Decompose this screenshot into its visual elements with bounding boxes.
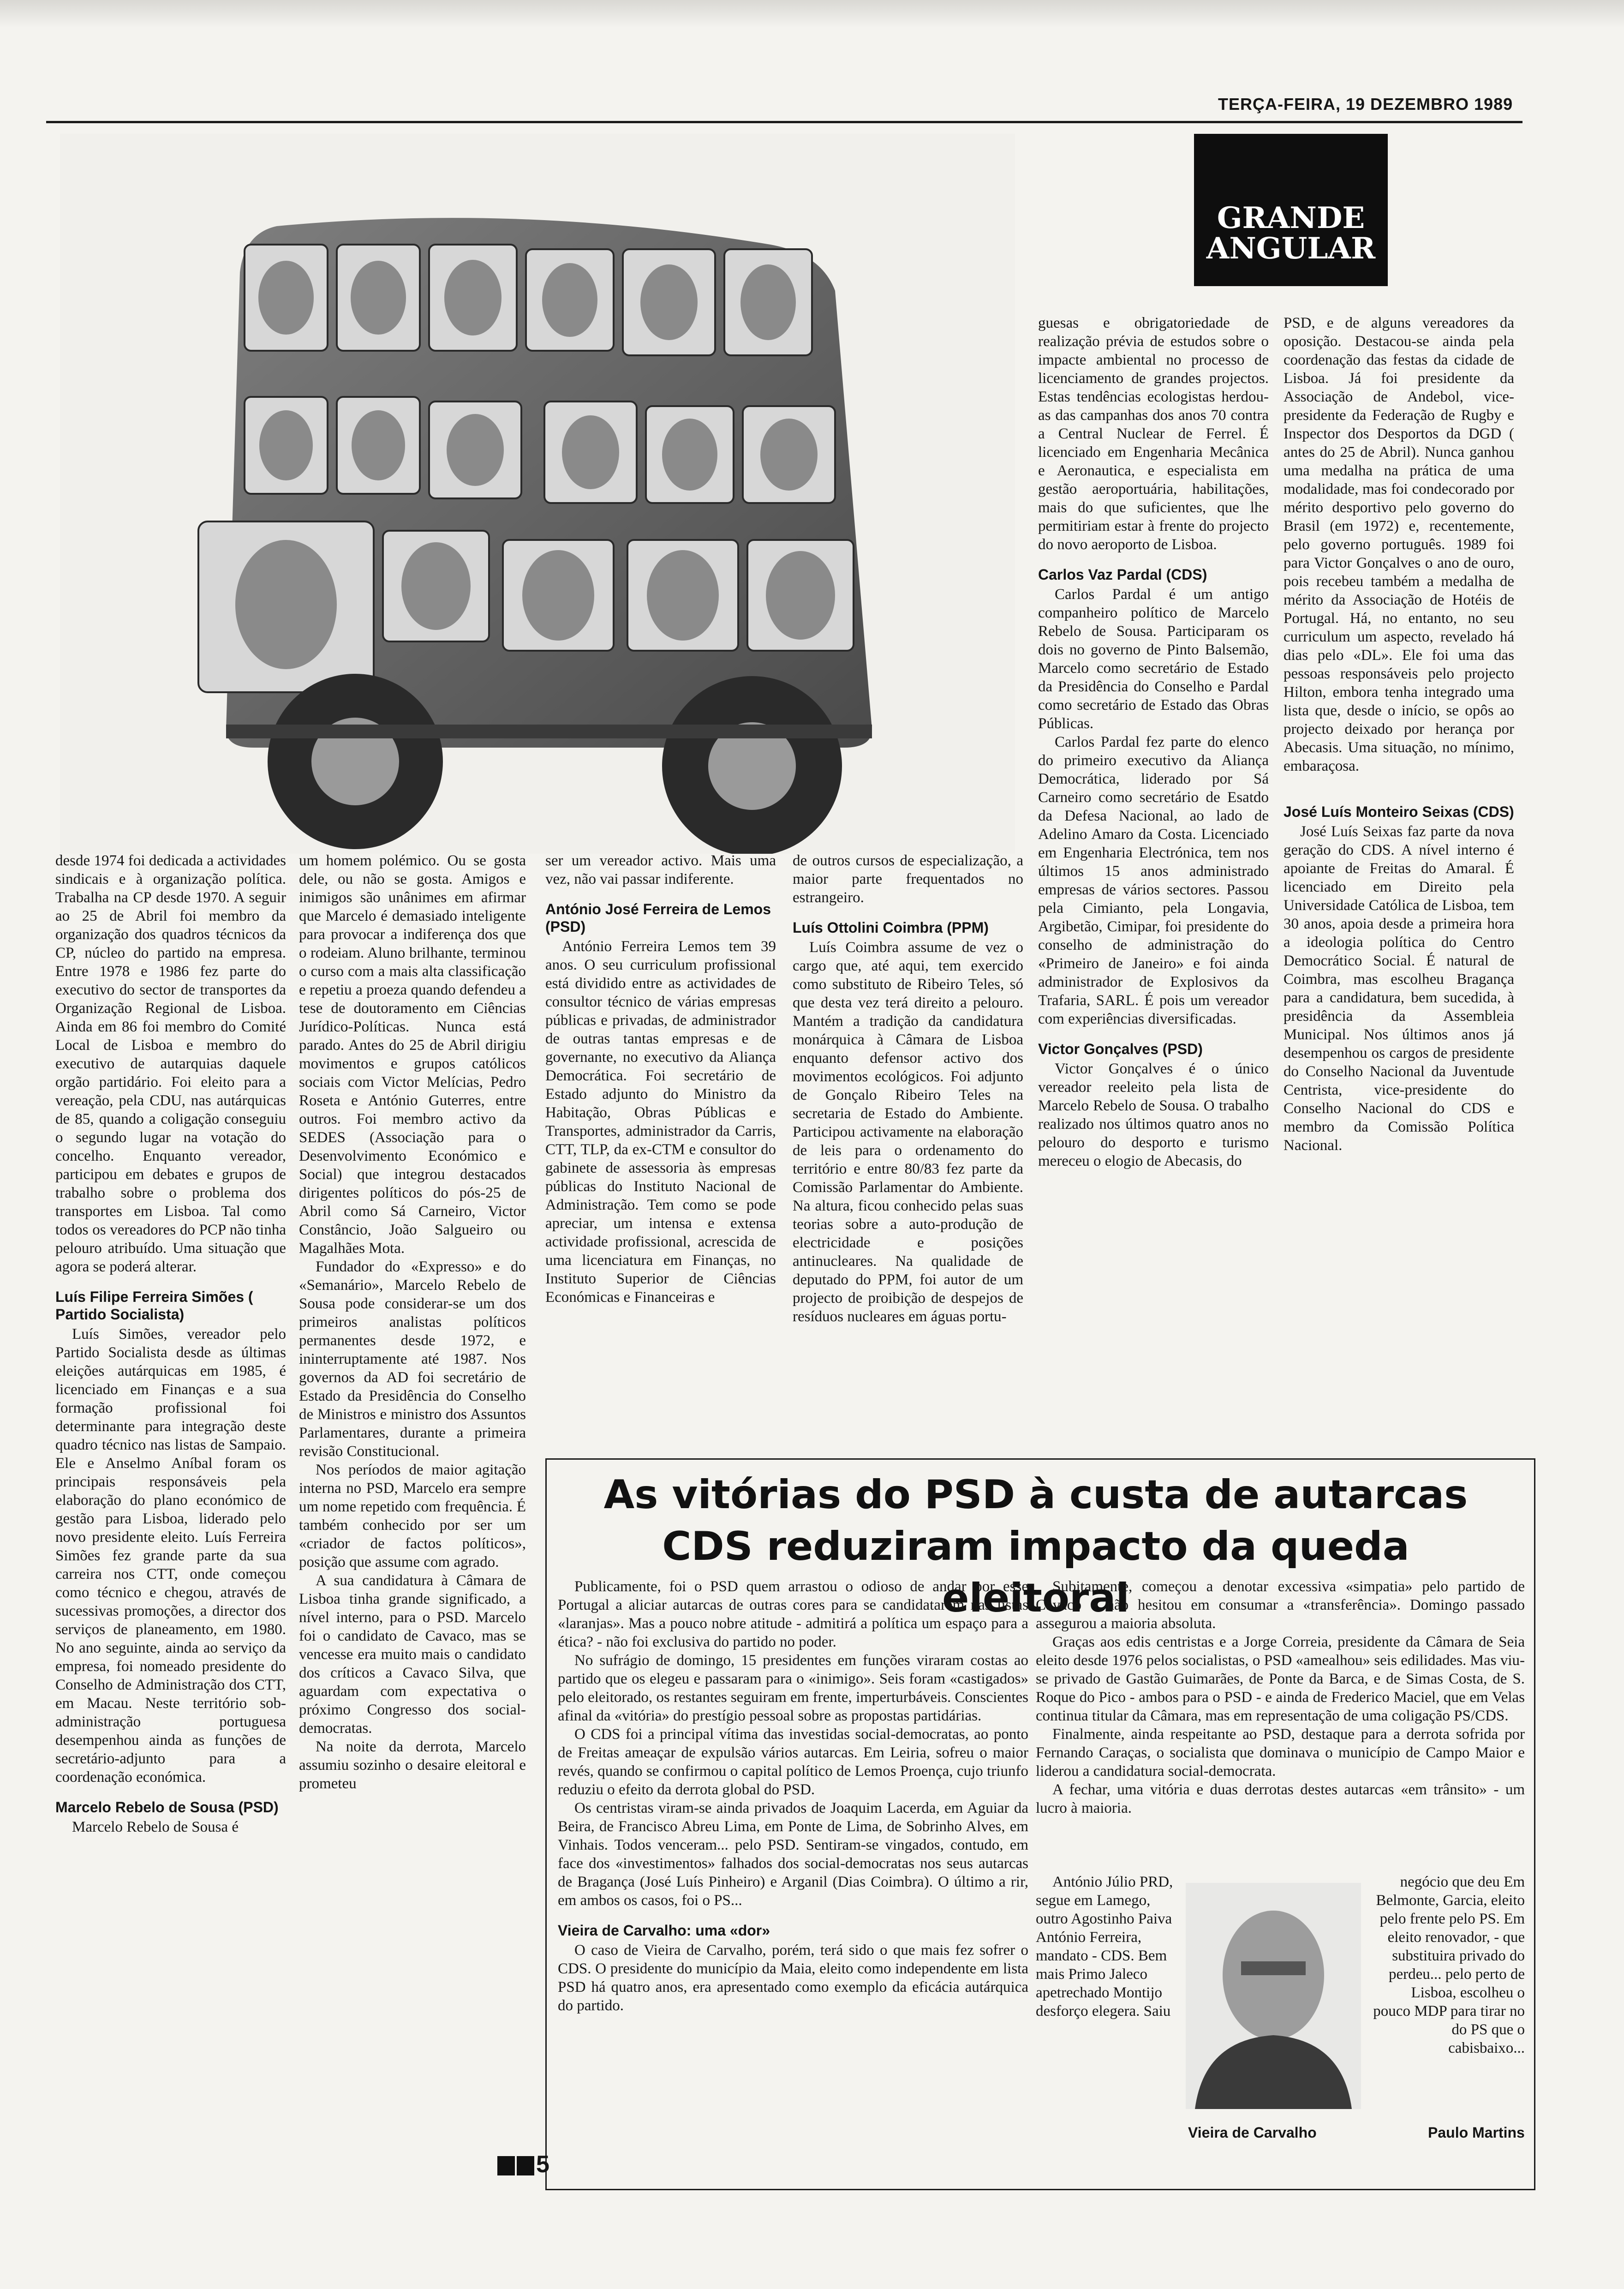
subhead-marcelo-rebelo-de-sousa: Marcelo Rebelo de Sousa (PSD) [55, 1799, 279, 1816]
column-b-text-5: Na noite da derrota, Marcelo assumiu sozinho o desaire eleitoral e prometeu [299, 1738, 526, 1792]
page-number [497, 2151, 549, 2178]
column-e-text-4: Victor Gonçalves é o único vereador reeleito pela lista de Marcelo Rebelo de Sousa. O trabalho realizado nos últimos quatro anos no pelouro do desporto e turismo mereceu o elogio de Abecasis, do [1038, 1061, 1269, 1169]
article-right-text-4: A fechar, uma vitória e duas derrotas destes autarcas «em trânsito» - um lucro à maioria. [1036, 1781, 1525, 1816]
byline: Paulo Martins [1428, 2124, 1525, 2141]
column-f-text-2: José Luís Seixas faz parte da nova geração do CDS. A nível interno é apoiante de Freitas do Amaral. É licenciado em Direito pela Universidade Católica de Lisboa, tem 30 anos, apoia desde a primeira hora a ideologia política do Centro Democrático Social. É natural de Coimbra, mas escolheu Bragança para a candidatura, bem sucedida, à presidência da Assembleia Municipal. Nos últimos anos já desempenhou os cargos de presidente do Conselho Nacional da Juventude Centrista, vice-presidente do Conselho Nacional do CDS e membro da Comissão Política Nacional. [1284, 823, 1514, 1154]
scan-edge [0, 0, 1624, 28]
column-e-text-1: guesas e obrigatoriedade de realização prévia de estudos sobre o impacte ambiental no processo de licenciamento de grandes projectos. Estas tendências ecologistas herdou-as das campanhas dos anos 70 contra a Central Nuclear de Ferrel. É licenciado em Engenharia Mecânica e Aeronautica, e especialista em gestão aeroportuária, habilitações, mais do que suficientes, que lhe permitiriam estar à frente do projecto do novo aeroporto de Lisboa. [1038, 315, 1269, 553]
article-left-text-1: Publicamente, foi o PSD quem arrastou o odioso de andar por esse Portugal a aliciar autarcas de outras cores para se candidatarem nas listas «laranjas». Mas a pouco nobre atitude - admitirá a política um espaço para a ética? - não foi exclusiva do partido no poder. [558, 1578, 1028, 1650]
column-e-text-3: Carlos Pardal fez parte do elenco do primeiro executivo da Aliança Democrática, liderado por Sá Carneiro como secretário de Esatdo da Defesa Nacional, ao lado de Adelino Amaro da Costa. Licenciado em Engenharia Electrónica, tem nos últimos 15 anos administrado empresas de vários sectores. Passou pela Cimianto, pela Longavia, Argibetão, Cimipar, foi presidente do conselho de administração do «Primeiro de Janeiro» e foi ainda administrador de Explosivos da Trafaria, SARL. É pois um vereador com experiências diversificadas. [1038, 734, 1269, 1027]
boxed-article [545, 1458, 1535, 2190]
column-d-text-2: Luís Coimbra assume de vez o cargo que, até aqui, tem exercido como substituto de Ribeiro Teles, só que desta vez terá direito a pelouro. Mantém a tradição da candidatura monárquica à Câmara de Lisboa enquanto defensor activo dos movimentos ecológicos. Foi adjunto de Gonçalo Ribeiro Teles na secretaria de Estado do Ambiente. Participou activamente na elaboração de leis para o ordenamento do território e entre 80/83 fez parte da Comissão Parlamentar do Ambiente. Na altura, ficou conhecido pelas suas teorias sobre a auto-produção de electricidade e posições antinucleares. Na qualidade de deputado do PPM, foi autor de um projecto de proibição de despejos de resíduos nucleares em águas portu- [793, 939, 1023, 1325]
column-b-text-2: Fundador do «Expresso» e do «Semanário», Marcelo Rebelo de Sousa pode considerar-se um dos primeiros analistas políticos permanentes desde 1972, e ininterruptamente até 1987. Nos governos da AD foi secretário de Estado da Presidência do Conselho de Ministros e ministro dos Assuntos Parlamentares, durante a primeira revisão Constitucional. [299, 1258, 526, 1460]
article-right-text-2: Graças aos edis centristas e a Jorge Correia, presidente da Câmara de Seia eleito desde 1976 pelos socialistas, o PSD «amealhou» seis edilidades. Mas viu-se privado de Gastão Guimarães, de Ponte da Barca, e de Simas Costa, de S. Roque do Pico - ambos para o PSD - e ainda de Frederico Maciel, que em Velas continua titular da Câmara, mas em representação de uma coligação PS/CDS. [1036, 1634, 1525, 1724]
column-e-text-2: Carlos Pardal é um antigo companheiro político de Marcelo Rebelo de Sousa. Participaram os dois no governo de Pinto Balsemão, Marcelo como secretário de Estado da Presidência do Conselho e Pardal como secretário de Estado das Obras Públicas. [1038, 586, 1269, 732]
section-badge [1194, 134, 1388, 286]
column-a-text-2: Luís Simões, vereador pelo Partido Socialista desde as últimas eleições autárquicas em 1985, é licenciado em Finanças e a sua formação profissional foi determinante para integração deste quadro técnico nas listas de Sampaio. Ele e Anselmo Aníbal foram os principais responsáveis pela elaboração do plano económico de gestão para Lisboa, liderado pelo novo presidente eleito. Luís Ferreira Simões fez grande parte da sua carreira nos CTT, onde começou como técnico e chegou, através de sucessivas promoções, a director dos serviços de planeamento, em 1980. No ano seguinte, ainda ao serviço da empresa, foi nomeado presidente do Conselho de Administração dos CTT, em Macau. Neste território sob-administração portuguesa desempenhou ainda as funções de secretário-adjunto para a coordenação económica. [55, 1326, 286, 1786]
subhead-jose-seixas: José Luís Monteiro Seixas (CDS) [1284, 803, 1514, 820]
column-b-text-3: Nos períodos de maior agitação interna no PSD, Marcelo era sempre um nome repetido com frequência. É também conhecido por ser um «criador de factos políticos», posição que assume com agrado. [299, 1462, 526, 1570]
article-right-text-1: Subitamente, começou a denotar excessiva «simpatia» pelo partido de Cavaco e não hesitou em consumar a «transferência». Domingo passado assegurou a maioria absoluta. [1036, 1578, 1525, 1632]
column-a [55, 851, 286, 2199]
bus-illustration [60, 134, 1015, 854]
article-right-text-3: Finalmente, ainda respeitante ao PSD, destaque para a derrota sofrida por Fernando Caraças, o socialista que dominava o município de Campo Maior e liderou a candidatura social-democrata. [1036, 1726, 1525, 1780]
article-right-text-5a: António Júlio PRD, segue em Lamego, outro Agostinho Paiva António Ferreira, mandato - CDS. Bem mais Primo Jaleco apetrechado Montijo desforço elegera. Saiu [1036, 1874, 1173, 2019]
header-rule [46, 121, 1522, 123]
article-left-text-2: No sufrágio de domingo, 15 presidentes em funções viraram costas ao partido que os elegeu e passaram para o «inimigo». Seis foram «castigados» pelo eleitorado, os restantes seguiram em frente, imperturbáveis. Conscientes afinal da «vitória» do prestígio pessoal sobre as propostas partidárias. [558, 1652, 1028, 1724]
section-badge-text [1194, 203, 1388, 264]
subhead-luis-simoes: Luís Filipe Ferreira Simões ( Partido Socialista) [55, 1288, 253, 1323]
subhead-luis-coimbra: Luís Ottolini Coimbra (PPM) [793, 919, 989, 936]
article-right-column [1036, 1577, 1525, 1873]
article-left-text-3: O CDS foi a principal vítima das investidas social-democratas, ao ponto de Freitas ameaçar de expulsão vários autarcas. Em Leiria, sofreu o maior revés, quando se confirmou o capital político de Lemos Proença, cujo triunfo reduziu o efeito da derrota global do PSD. [558, 1726, 1028, 1798]
column-c [545, 851, 776, 1451]
photo-caption: Vieira de Carvalho [1188, 2124, 1317, 2141]
article-right-wrap-right [1373, 1873, 1525, 2131]
subhead-victor-goncalves: Victor Gonçalves (PSD) [1038, 1041, 1203, 1057]
article-left-text-4: Os centristas viram-se ainda privados de Joaquim Lacerda, em Aguiar da Beira, de Francisco Abreu Lima, em Ponte de Lima, de Sobrinho Alves, em Vinhais. Todos venceram... pelo PSD. Sentiram-se vingados, contudo, em face dos «investimentos» falhados dos social-democratas nos seus autarcas de Bragança (José Luís Pinheiro) e Arganil (Dias Coimbra). O último a rir, em ambos os casos, foi o PS... [558, 1800, 1028, 1909]
subhead-carlos-pardal: Carlos Vaz Pardal (CDS) [1038, 566, 1207, 583]
column-c-text-2: António Ferreira Lemos tem 39 anos. O seu curriculum profissional está dividido entre as actividades de consultor técnico de várias empresas públicas e privadas, de administrador de outras tantas empresas e de governante, no executivo da Aliança Democrática. Foi secretário de Estado adjunto do Ministro da Habitação, Obras Públicas e Transportes, administrador da Carris, CTT, TLP, da ex-CTM e consultor do gabinete de assessoria às empresas públicas do Instituto Nacional de Administração. Tem como se pode apreciar, um intensa e extensa actividade profissional, acrescida de uma licenciatura em Finanças, no Instituto Superior de Ciências Económicas e Financeiras e [545, 938, 776, 1306]
column-a-text-3: Marcelo Rebelo de Sousa é [72, 1819, 239, 1835]
column-c-text-1: ser um vereador activo. Mais uma vez, não vai passar indiferente. [545, 852, 776, 887]
section-badge-line2: ANGULAR [1206, 231, 1376, 266]
section-badge-line1: GRANDE [1217, 201, 1365, 235]
issue-date: TERÇA-FEIRA, 19 DEZEMBRO 1989 [1218, 95, 1513, 114]
column-a-text-1: desde 1974 foi dedicada a actividades sindicais e à organização política. Trabalha na CP desde 1970. A seguir ao 25 de Abril foi membro da organização dos quadros técnicos da CP, núcleo do partido na empresa. Entre 1978 e 1986 fez parte do executivo do sector de transportes da Organização Regional de Lisboa. Ainda em 86 foi membro do Comité Local de Lisboa e membro do executivo de autarquias daquele orgão partidário. Foi eleito para a vereação, pela CDU, nas autárquicas de 85, quando a coligação conseguiu o segundo lugar na votação do concelho. Enquanto vereador, participou em debates e grupos de trabalho sobre o problema dos transportes em Lisboa. Tal como todos os vereadores do PCP não tinha pelouro atribuído. Uma situação que agora se poderá alterar. [55, 852, 286, 1275]
column-b-text-1: um homem polémico. Ou se gosta dele, ou não se gosta. Amigos e inimigos são unânimes em afirmar que Marcelo é demasiado inteligente para provocar a indiferença dos que o rodeiam. Aluno brilhante, terminou o curso com a mais alta classificação e repetiu a proeza quando defendeu a tese de doutoramento em Ciências Jurídico-Políticas. Nunca está parado. Antes do 25 de Abril dirigiu movimentos e grupos católicos sociais com Victor Melícias, Pedro Roseta e António Guterres, entre outros. Foi membro activo da SEDES (Associação para o Desenvolvimento Económico e Social) que integrou destacados dirigentes políticos do pós-25 de Abril como Sá Carneiro, Victor Constâncio, João Salgueiro ou Magalhães Mota. [299, 852, 526, 1257]
article-right-wrap-left [1036, 1873, 1183, 2150]
column-f [1284, 314, 1514, 1454]
subhead-vieira-de-carvalho: Vieira de Carvalho: uma «dor» [558, 1922, 770, 1939]
column-f-text-1: PSD, e de alguns vereadores da oposição. Destacou-se ainda pela coordenação das festas da cidade de Lisboa. Já foi presidente da Associação de Andebol, vice-presidente da Federação de Rugby e Inspector dos Desportos da DGD ( antes do 25 de Abril). Nunca ganhou uma medalha na prática de uma modalidade, mas foi condecorado por mérito desportivo pelo governo do Brasil (em 1972) e, recentemente, pelo governo português. 1989 foi para Victor Gonçalves o ano de ouro, pois recebeu também a medalha de mérito da Associação de Hotéis de Portugal. Há, no entanto, no seu curriculum um aspecto, revelado há dias pelo «DL». Ele foi uma das pessoas responsáveis pelo projecto Hilton, embora tenha integrado uma lista que, desde o início, se opôs ao projecto deixado por herança por Abecasis. Uma situação, no mínimo, embaraçosa. [1284, 315, 1514, 774]
dl-logo-icon [497, 2156, 515, 2175]
page-number-text: 5 [536, 2151, 549, 2178]
column-d-text-1: de outros cursos de especialização, a maior parte frequentados no estrangeiro. [793, 852, 1023, 906]
article-right-text-5b: negócio que deu Em Belmonte, Garcia, eleito pelo frente pelo PS. Em eleito renovador, - que substituira privado do perdeu... pelo perto de Lisboa, escolheu o pouco MDP para tirar no do PS que o cabisbaixo... [1373, 1874, 1525, 2056]
column-b-text-4: A sua candidatura à Câmara de Lisboa tinha grande significado, a nível interno, para o PSD. Marcelo foi o candidato de Cavaco, mas se vencesse era muito mais o candidato dos críticos a Cavaco Silva, que aguardam com expectativa o próximo Congresso dos social-democratas. [299, 1572, 526, 1737]
column-b [299, 851, 526, 2079]
article-left-column [558, 1577, 1028, 2177]
column-e [1038, 314, 1269, 1454]
column-d [793, 851, 1023, 1451]
vieira-de-carvalho-photo [1186, 1883, 1361, 2109]
article-left-text-5: O caso de Vieira de Carvalho, porém, terá sido o que mais fez sofrer o CDS. O presidente do município da Maia, eleito como independente em lista PSD há quatro anos, era apresentado como exemplo da eficácia autárquica do partido. [558, 1942, 1028, 2014]
dl-logo-icon-2 [517, 2156, 534, 2175]
subhead-antonio-lemos: António José Ferreira de Lemos (PSD) [545, 901, 771, 935]
article-headline: As vitórias do PSD à custa de autarcas CDS reduziram impacto da queda eleitoral [603, 1472, 1468, 1621]
